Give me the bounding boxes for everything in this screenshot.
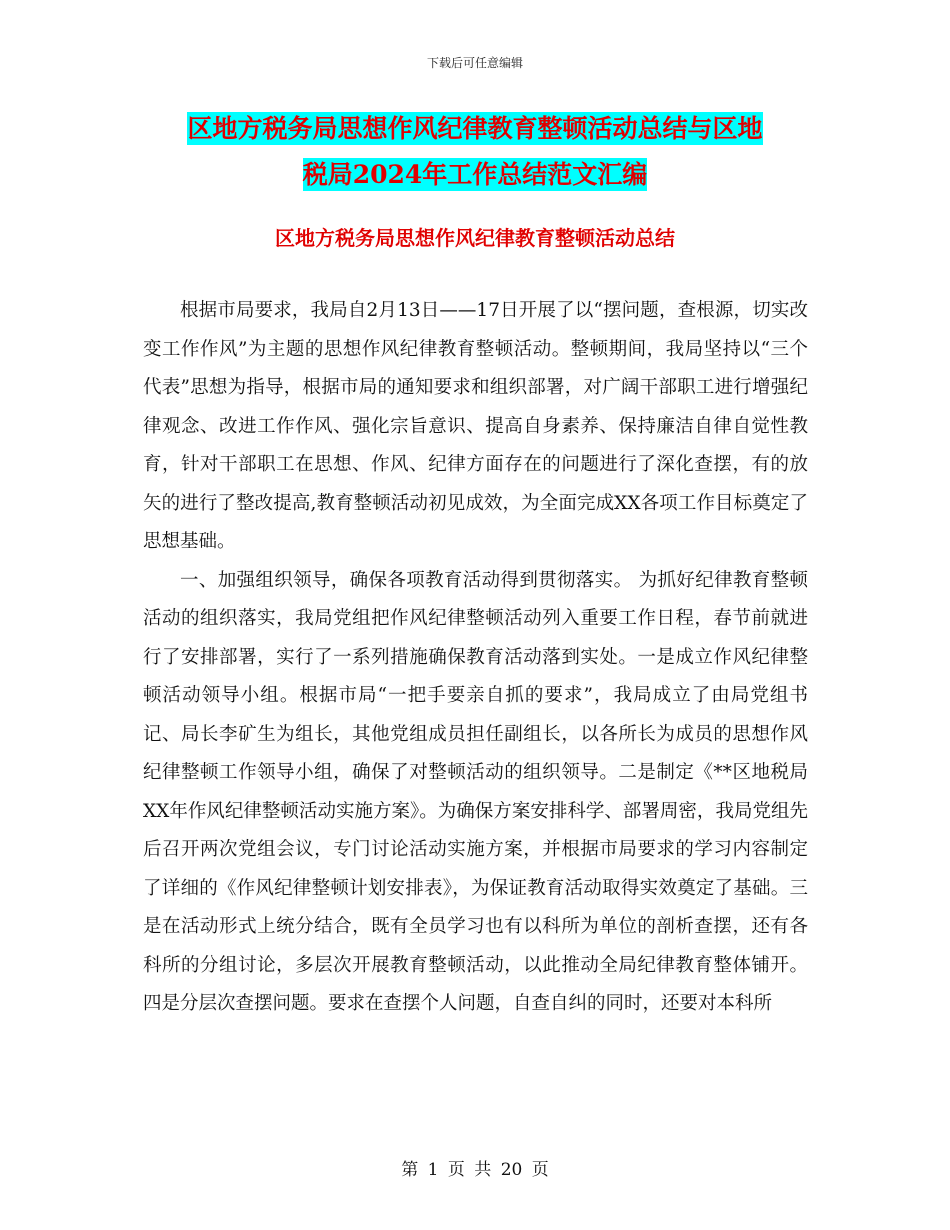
paragraph: 一、加强组织领导，确保各项教育活动得到贯彻落实。 为抓好纪律教育整顿活动的组织落实，我局党组把作风纪律整顿活动列入重要工作日程，春节前就进行了安排部署，实行了一系列措施确保教育活动落到实处。一是成立作风纪律整顿活动领导小组。根据市局“一把手要亲自抓的要求”，我局成立了由局党组书记、局长李矿生为组长，其他党组成员担任副组长，以各所长为成员的思想作风纪律整顿工作领导小组，确保了对整顿活动的组织领导。二是制定《**区地税局XX年作风纪律整顿活动实施方案》。为确保方案安排科学、部署周密，我局党组先后召开两次党组会议，专门讨论活动实施方案，并根据市局要求的学习内容制定了详细的《作风纪律整顿计划安排表》，为保证教育活动取得实效奠定了基础。三是在活动形式上统分结合，既有全员学习也有以科所为单位的剖析查摆，还有各科所的分组讨论，多层次开展教育整顿活动，以此推动全局纪律教育整体铺开。四是分层次查摆问题。要求在查摆个人问题，自查自纠的同时，还要对本科所 [143, 569, 808, 1014]
body-text [143, 292, 808, 1024]
paragraph: 根据市局要求，我局自2月13日——17日开展了以“摆问题，查根源，切实改变工作作风”为主题的思想作风纪律教育整顿活动。整顿期间，我局坚持以“三个代表”思想为指导，根据市局的通知要求和组织部署，对广阔干部职工进行增强纪律观念、改进工作作风、强化宗旨意识、提高自身素养、保持廉洁自律自觉性教育，针对干部职工在思想、作风、纪律方面存在的问题进行了深化查摆，有的放矢的进行了整改提高,教育整顿活动初见成效，为全面完成XX各项工作目标奠定了思想基础。 [143, 300, 808, 552]
title-highlight-2: 税局2024年工作总结范文汇编 [302, 160, 648, 189]
title-highlight-1: 区地方税务局思想作风纪律教育整顿活动总结与区地 [187, 114, 763, 143]
header-note: 下载后可任意编辑 [426, 56, 523, 70]
section-title: 区地方税务局思想作风纪律教育整顿活动总结 [275, 226, 675, 250]
document-title-line-2 [150, 154, 800, 196]
page-footer: 第 1 页 共 20 页 [401, 1160, 549, 1180]
document-title-line-1 [150, 108, 800, 150]
